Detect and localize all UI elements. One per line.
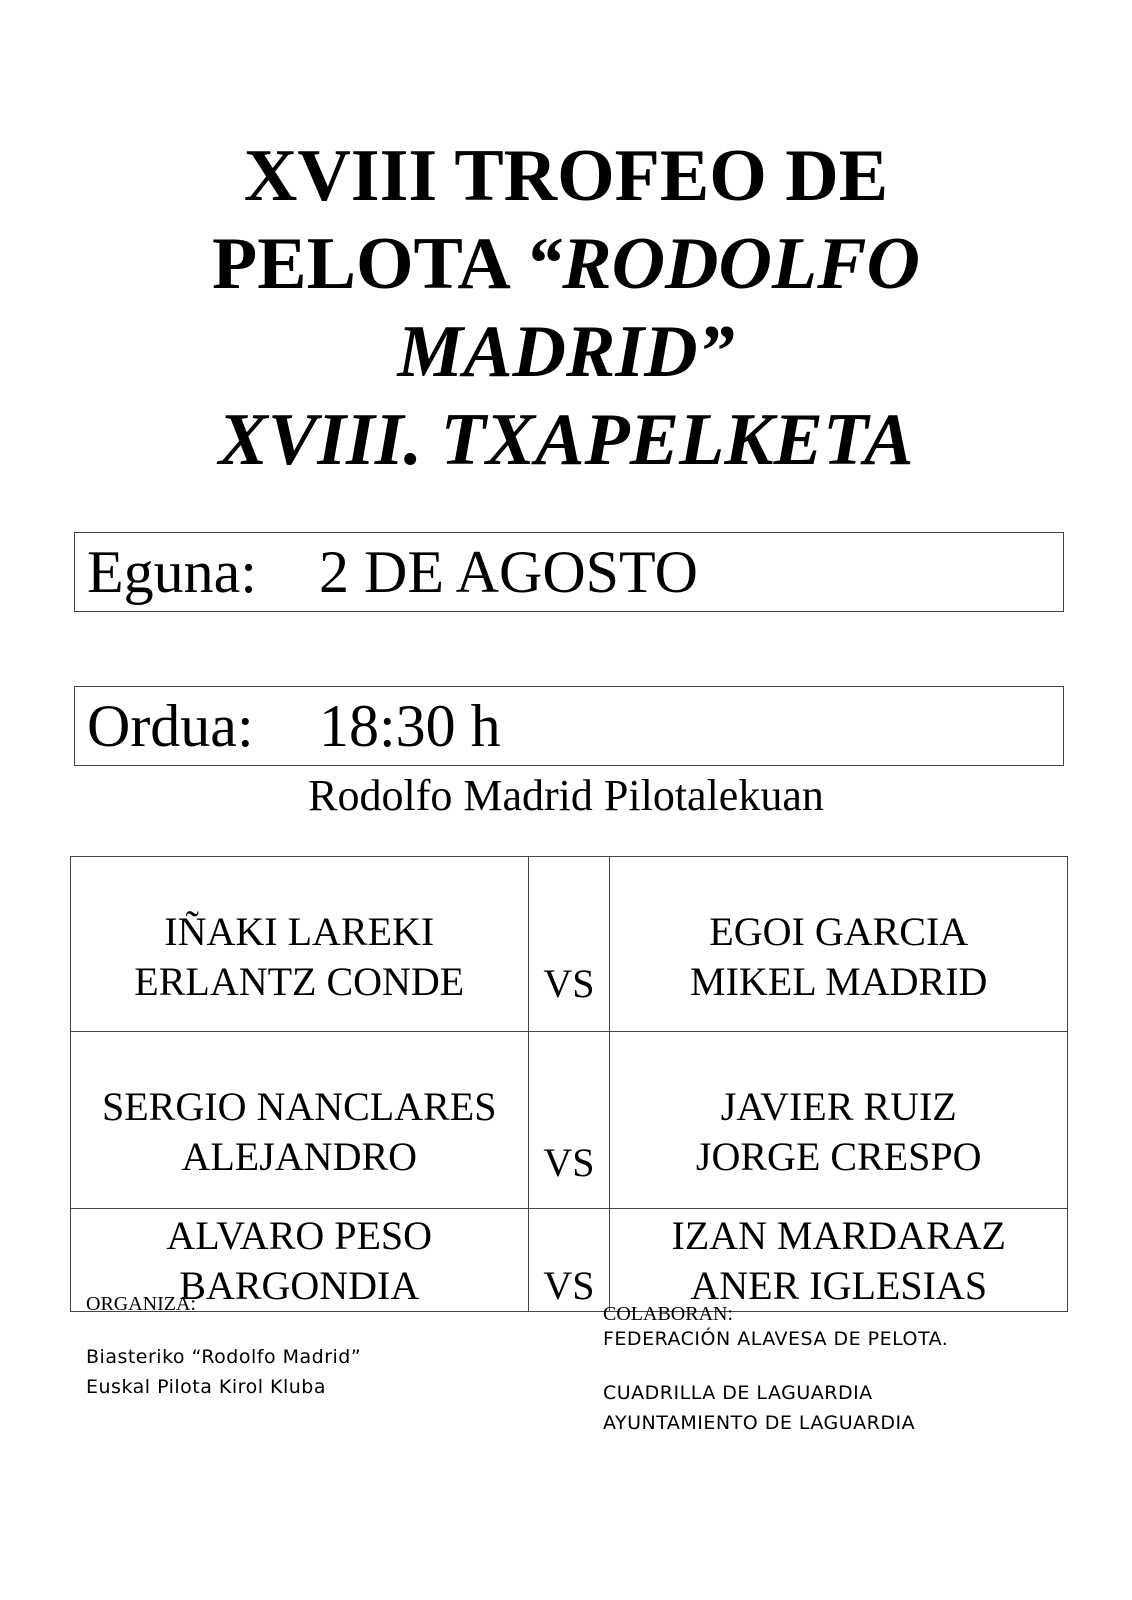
- player-name: ALEJANDRO: [181, 1134, 418, 1179]
- player-name: IZAN MARDARAZ: [671, 1213, 1006, 1258]
- date-label: Eguna:: [87, 539, 257, 605]
- organiza-line: Euskal Pilota Kirol Kluba: [86, 1376, 326, 1398]
- title-line-2-plain: PELOTA: [212, 223, 526, 305]
- away-team: [610, 857, 1068, 1032]
- poster-title: [0, 132, 1132, 484]
- venue-text: Rodolfo Madrid Pilotalekuan: [308, 771, 824, 820]
- title-line-2: [0, 220, 1132, 308]
- organiza-list: [86, 1342, 361, 1402]
- organiza-line: Biasteriko “Rodolfo Madrid”: [86, 1346, 362, 1368]
- colaboran-list-1: [603, 1324, 948, 1354]
- player-name: MIKEL MADRID: [690, 959, 988, 1004]
- match-row: [71, 857, 1068, 1032]
- vs-label: VS: [528, 1032, 610, 1209]
- player-name: BARGONDIA: [179, 1263, 420, 1308]
- organiza-heading: ORGANIZA:: [86, 1293, 196, 1315]
- player-name: JORGE CRESPO: [695, 1134, 982, 1179]
- player-name: ALVARO PESO: [166, 1213, 433, 1258]
- player-name: SERGIO NANCLARES: [102, 1084, 497, 1129]
- home-team: [71, 857, 529, 1032]
- match-row: [71, 1032, 1068, 1209]
- colaboran-line: AYUNTAMIENTO DE LAGUARDIA: [603, 1412, 916, 1434]
- time-box: [74, 686, 1064, 766]
- away-team: [610, 1209, 1068, 1312]
- colaboran-heading: COLABORAN:: [603, 1303, 734, 1325]
- time-label: Ordua:: [87, 693, 254, 759]
- title-line-1: XVIII TROFEO DE: [243, 135, 889, 217]
- player-name: EGOI GARCIA: [709, 909, 969, 954]
- match-row: [71, 1209, 1068, 1312]
- player-name: JAVIER RUIZ: [720, 1084, 957, 1129]
- matches-table: [70, 856, 1068, 1312]
- vs-label: VS: [528, 857, 610, 1032]
- title-line-4: XVIII. TXAPELKETA: [218, 399, 914, 481]
- away-team: [610, 1032, 1068, 1209]
- colaboran-list-2: [603, 1378, 915, 1438]
- player-name: IÑAKI LAREKI: [164, 909, 435, 954]
- time-value: 18:30 h: [319, 693, 501, 759]
- date-box: [74, 532, 1064, 612]
- player-name: ERLANTZ CONDE: [134, 959, 465, 1004]
- home-team: [71, 1032, 529, 1209]
- colaboran-line: FEDERACIÓN ALAVESA DE PELOTA.: [603, 1328, 949, 1350]
- colaboran-line: CUADRILLA DE LAGUARDIA: [603, 1382, 873, 1404]
- player-name: ANER IGLESIAS: [690, 1263, 988, 1308]
- title-line-3: MADRID”: [397, 311, 735, 393]
- date-value: 2 DE AGOSTO: [319, 539, 698, 605]
- vs-label: VS: [528, 1209, 610, 1312]
- title-line-2-italic: “RODOLFO: [525, 223, 920, 305]
